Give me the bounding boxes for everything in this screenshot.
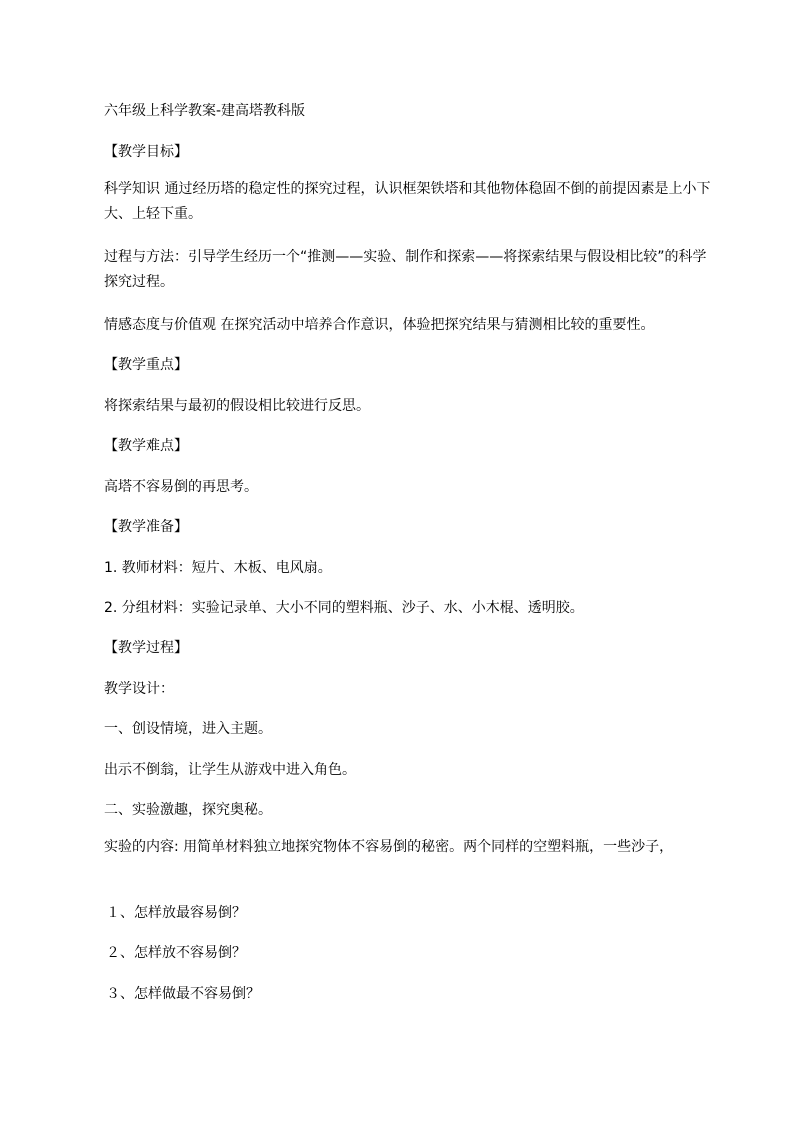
objective-process: 过程与方法：引导学生经历一个“推测——实验、制作和探索——将探索结果与假设相比较”的科学探究过程。 (104, 249, 707, 290)
preparation-heading: 【教学准备】 (104, 519, 188, 535)
step-2: 二、实验激趣，探究奥秘。 (104, 802, 272, 818)
design-label: 教学设计： (104, 681, 174, 697)
preparation-item-2: 2. 分组材料：实验记录单、大小不同的塑料瓶、沙子、水、小木棍、透明胶。 (104, 600, 584, 616)
preparation-item-1: 1. 教师材料：短片、木板、电风扇。 (104, 560, 332, 576)
objective-knowledge: 科学知识 通过经历塔的稳定性的探究过程，认识框架铁塔和其他物体稳固不倒的前提因素是上小下大、上轻下重。 (104, 181, 711, 222)
objectives-heading: 【教学目标】 (104, 144, 188, 160)
question-1: １、怎样放最容易倒？ (106, 905, 246, 921)
step-1: 一、创设情境，进入主题。 (104, 721, 272, 737)
key-point: 将探索结果与最初的假设相比较进行反思。 (104, 398, 370, 414)
experiment-description: 实验的内容: 用简单材料独立地探究物体不容易倒的秘密。两个同样的空塑料瓶，一些沙子， (104, 839, 674, 855)
question-3: ３、怎样做最不容易倒？ (106, 986, 260, 1002)
process-heading: 【教学过程】 (104, 640, 188, 656)
objective-attitude: 情感态度与价值观 在探究活动中培养合作意识，体验把探究结果与猜测相比较的重要性。 (104, 317, 655, 333)
document-title: 六年级上科学教案-建高塔教科版 (104, 103, 306, 119)
question-2: ２、怎样放不容易倒？ (106, 945, 246, 961)
difficulty: 高塔不容易倒的再思考。 (104, 479, 258, 495)
key-point-heading: 【教学重点】 (104, 357, 188, 373)
difficulty-heading: 【教学难点】 (104, 438, 188, 454)
step-1-detail: 出示不倒翁，让学生从游戏中进入角色。 (104, 762, 356, 778)
